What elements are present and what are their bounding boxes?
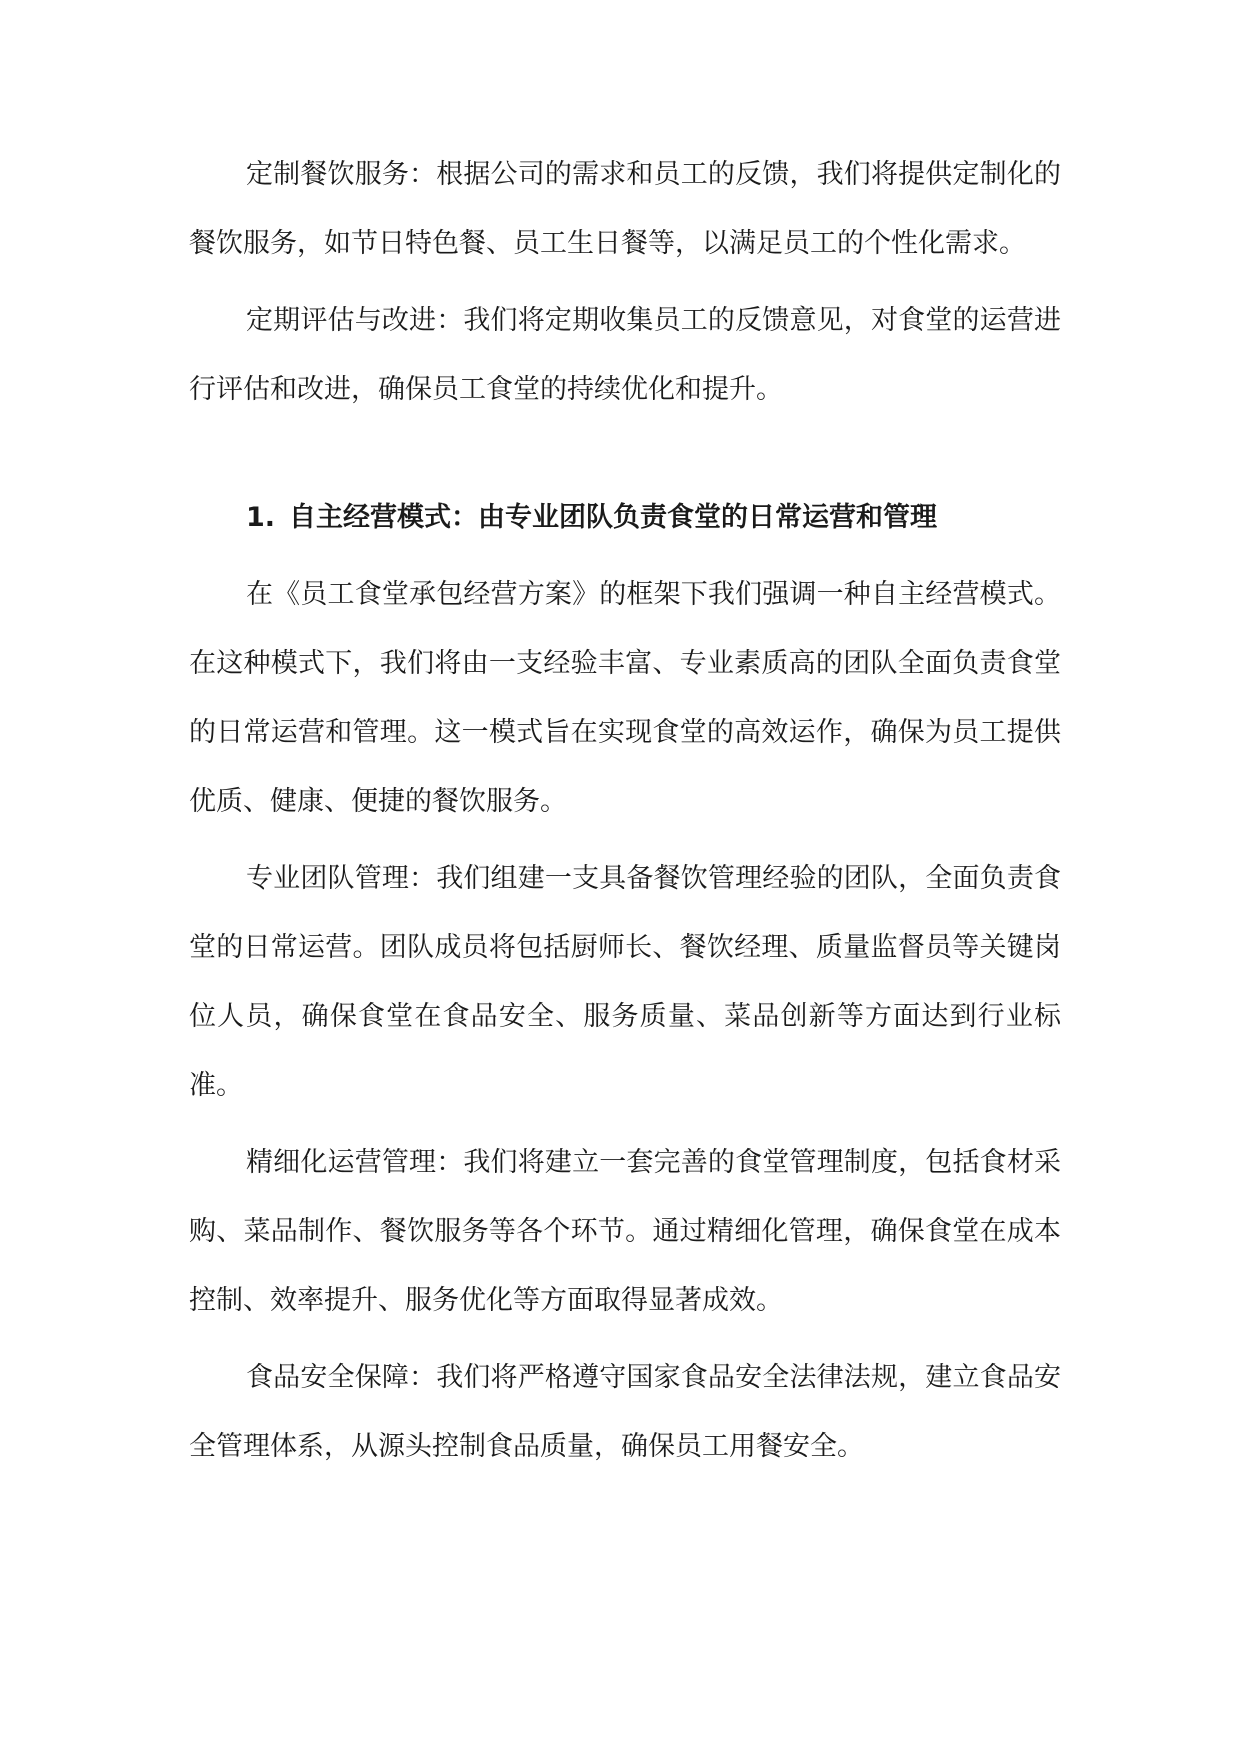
paragraph-fine-operations: 精细化运营管理：我们将建立一套完善的食堂管理制度，包括食材采购、菜品制作、餐饮服务等各个环节。通过精细化管理，确保食堂在成本控制、效率提升、服务优化等方面取得显著成效。: [189, 1147, 1061, 1316]
paragraph-periodic-review: 定期评估与改进：我们将定期收集员工的反馈意见，对食堂的运营进行评估和改进，确保员工食堂的持续优化和提升。: [189, 305, 1061, 405]
section-number: 1.: [246, 502, 276, 533]
document-body: [189, 140, 1061, 1481]
paragraph-team-management: 专业团队管理：我们组建一支具备餐饮管理经验的团队，全面负责食堂的日常运营。团队成员将包括厨师长、餐饮经理、质量监督员等关键岗位人员，确保食堂在食品安全、服务质量、菜品创新等方面达到行业标准。: [189, 863, 1061, 1101]
paragraph-food-safety: 食品安全保障：我们将严格遵守国家食品安全法律法规，建立食品安全管理体系，从源头控制食品质量，确保员工用餐安全。: [189, 1362, 1061, 1462]
section-heading: [189, 483, 1061, 552]
paragraph-intro: 在《员工食堂承包经营方案》的框架下我们强调一种自主经营模式。在这种模式下，我们将由一支经验丰富、专业素质高的团队全面负责食堂的日常运营和管理。这一模式旨在实现食堂的高效运作，确保为员工提供优质、健康、便捷的餐饮服务。: [189, 579, 1061, 817]
paragraph-custom-catering: 定制餐饮服务：根据公司的需求和员工的反馈，我们将提供定制化的餐饮服务，如节日特色餐、员工生日餐等，以满足员工的个性化需求。: [189, 159, 1061, 259]
section-title: 自主经营模式：由专业团队负责食堂的日常运营和管理: [289, 502, 938, 533]
